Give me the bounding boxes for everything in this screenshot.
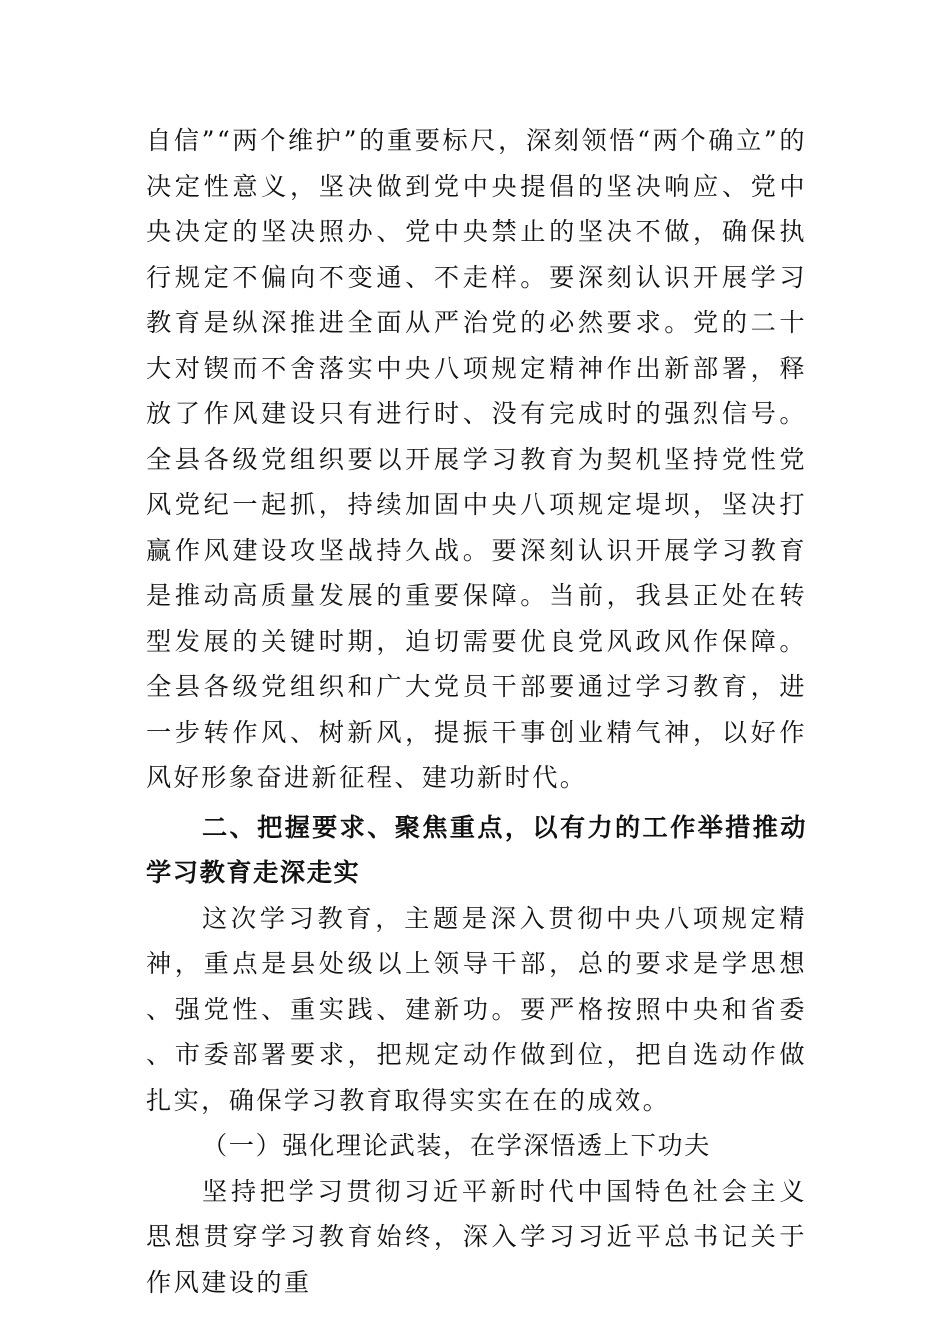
section-heading-2: 二、把握要求、聚焦重点，以有力的工作举措推动学习教育走深走实 bbox=[146, 812, 807, 887]
body-paragraph-3: 坚持把学习贯彻习近平新时代中国特色社会主义思想贯穿学习教育始终，深入学习习近平总书记关于作风建设的重 bbox=[146, 1176, 807, 1297]
body-paragraph-2: 这次学习教育，主题是深入贯彻中央八项规定精神，重点是县处级以上领导干部，总的要求是学思想、强党性、重实践、建新功。要严格按照中央和省委、市委部署要求，把规定动作做到位，把自选动作做扎实，确保学习教育取得实实在在的成效。 bbox=[146, 903, 807, 1115]
body-paragraph-1: 自信”“两个维护”的重要标尺，深刻领悟“两个确立”的决定性意义，坚决做到党中央提倡的坚决响应、党中央决定的坚决照办、党中央禁止的坚决不做，确保执行规定不偏向不变通、不走样。要深刻认识开展学习教育是纵深推进全面从严治党的必然要求。党的二十大对锲而不舍落实中央八项规定精神作出新部署，释放了作风建设只有进行时、没有完成时的强烈信号。全县各级党组织要以开展学习教育为契机坚持党性党风党纪一起抓，持续加固中央八项规定堤坝，坚决打赢作风建设攻坚战持久战。要深刻认识开展学习教育是推动高质量发展的重要保障。当前，我县正处在转型发展的关键时期，迫切需要优良党风政风作保障。全县各级党组织和广大党员干部要通过学习教育，进一步转作风、树新风，提振干事创业精气神，以好作风好形象奋进新征程、建功新时代。 bbox=[146, 126, 807, 792]
subsection-heading-1: （一）强化理论武装，在学深悟透上下功夫 bbox=[202, 1131, 711, 1160]
document-page bbox=[146, 118, 807, 1305]
